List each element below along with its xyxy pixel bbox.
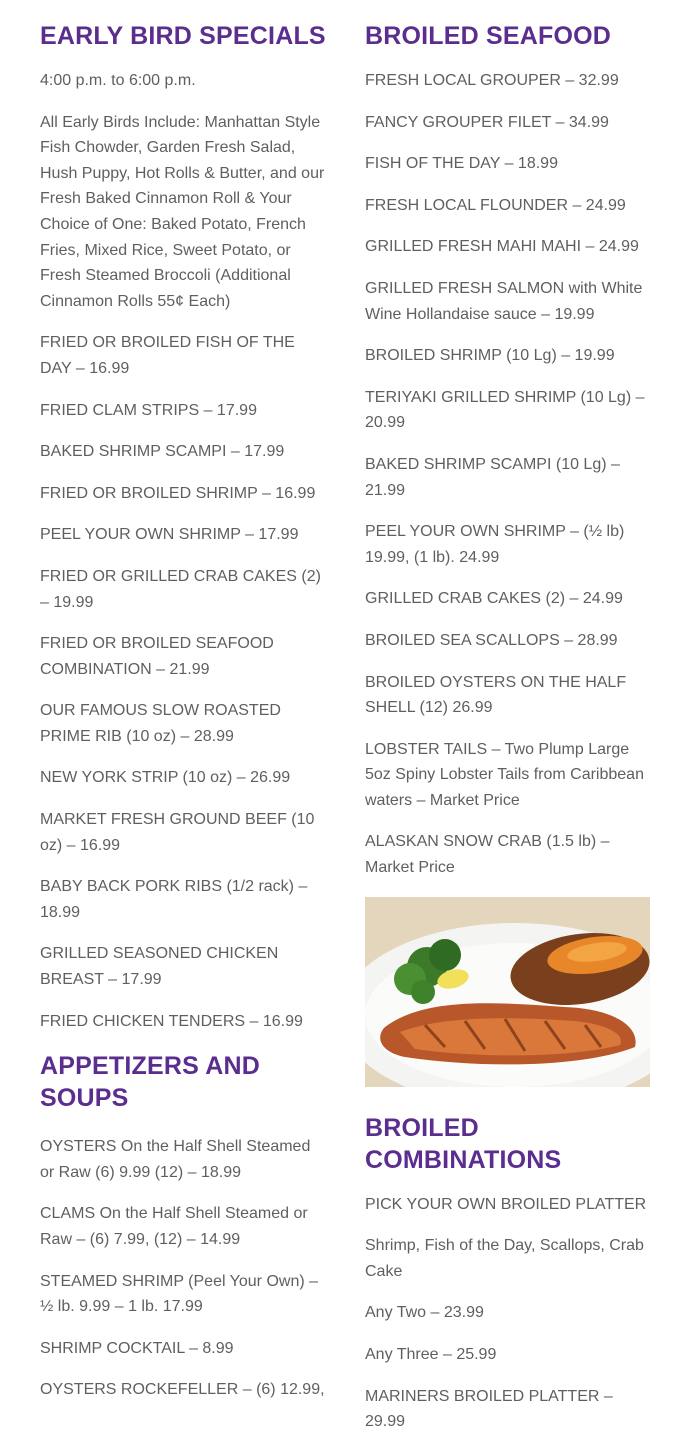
- menu-item: GRILLED CRAB CAKES (2) – 24.99: [365, 590, 623, 608]
- menu-item: FRESH LOCAL GROUPER – 32.99: [365, 72, 619, 89]
- menu-item: TERIYAKI GRILLED SHRIMP (10 Lg) – 20.99: [365, 388, 645, 432]
- menu-item: STEAMED SHRIMP (Peel Your Own) – ½ lb. 9.99 – 1 lb. 17.99: [40, 1272, 319, 1316]
- menu-item: OYSTERS ROCKEFELLER – (6) 12.99,: [40, 1381, 325, 1399]
- early-bird-heading: EARLY BIRD SPECIALS: [40, 22, 326, 50]
- menu-item: FANCY GROUPER FILET – 34.99: [365, 113, 609, 131]
- menu-item: BAKED SHRIMP SCAMPI – 17.99: [40, 443, 285, 461]
- menu-item: FRIED OR BROILED FISH OF THE DAY – 16.99: [40, 334, 295, 377]
- menu-item: OUR FAMOUS SLOW ROASTED PRIME RIB (10 oz) – 28.99: [40, 702, 281, 745]
- menu-item: BROILED OYSTERS ON THE HALF SHELL (12) 26.99: [365, 673, 627, 717]
- menu-item: Shrimp, Fish of the Day, Scallops, Crab Cake: [365, 1237, 644, 1280]
- left-column: [40, 0, 328, 1403]
- menu-item: GRILLED FRESH SALMON with White Wine Hollandaise sauce – 19.99: [365, 279, 643, 323]
- menu-item: MARINERS BROILED PLATTER – 29.99: [365, 1387, 613, 1431]
- menu-item: FISH OF THE DAY – 18.99: [365, 155, 558, 173]
- right-column: [365, 0, 653, 1435]
- early-bird-description: All Early Birds Include: Manhattan Style Fish Chowder, Garden Fresh Salad, Hush Puppy, Hot Rolls & Butter, and our Fresh Baked Cinnamon Roll & Your Choice of One: Baked Potato, French Fries, Mixed Rice, Sweet Potato, or Fresh Steamed Broccoli (Additional Cinnamon Rolls 55¢ Each): [40, 113, 325, 310]
- menu-item: SHRIMP COCKTAIL – 8.99: [40, 1339, 234, 1357]
- menu-item: PEEL YOUR OWN SHRIMP – (½ lb) 19.99, (1 lb). 24.99: [365, 523, 625, 566]
- early-bird-hours: 4:00 p.m. to 6:00 p.m.: [40, 72, 196, 89]
- appetizers-heading: APPETIZERS AND SOUPS: [40, 1052, 260, 1113]
- menu-item: OYSTERS On the Half Shell Steamed or Raw (6) 9.99 (12) – 18.99: [40, 1138, 311, 1181]
- menu-item: GRILLED FRESH MAHI MAHI – 24.99: [365, 238, 639, 256]
- menu-item: BAKED SHRIMP SCAMPI (10 Lg) – 21.99: [365, 455, 620, 499]
- food-photo: [365, 897, 650, 1087]
- menu-item: Any Two – 23.99: [365, 1304, 484, 1322]
- menu-item: BROILED SEA SCALLOPS – 28.99: [365, 631, 618, 649]
- menu-item: FRESH LOCAL FLOUNDER – 24.99: [365, 196, 626, 214]
- menu-item: FRIED CHICKEN TENDERS – 16.99: [40, 1012, 303, 1030]
- menu-item: LOBSTER TAILS – Two Plump Large 5oz Spiny Lobster Tails from Caribbean waters – Market Price: [365, 740, 644, 809]
- menu-item: CLAMS On the Half Shell Steamed or Raw – (6) 7.99, (12) – 14.99: [40, 1205, 308, 1248]
- menu-item: PEEL YOUR OWN SHRIMP – 17.99: [40, 526, 299, 544]
- menu-item: Any Three – 25.99: [365, 1346, 497, 1364]
- menu-item: GRILLED SEASONED CHICKEN BREAST – 17.99: [40, 945, 279, 989]
- plate-illustration: [365, 897, 650, 1087]
- menu-item: BROILED SHRIMP (10 Lg) – 19.99: [365, 347, 615, 365]
- menu-item: FRIED CLAM STRIPS – 17.99: [40, 401, 257, 419]
- menu-item: FRIED OR BROILED SEAFOOD COMBINATION – 21.99: [40, 635, 274, 678]
- menu-item: PICK YOUR OWN BROILED PLATTER: [365, 1195, 647, 1213]
- menu-item: FRIED OR BROILED SHRIMP – 16.99: [40, 484, 316, 502]
- menu-item: NEW YORK STRIP (10 oz) – 26.99: [40, 769, 291, 787]
- menu-item: MARKET FRESH GROUND BEEF (10 oz) – 16.99: [40, 811, 315, 854]
- menu-item: BABY BACK PORK RIBS (1/2 rack) – 18.99: [40, 878, 308, 921]
- menu-item: FRIED OR GRILLED CRAB CAKES (2) – 19.99: [40, 567, 321, 611]
- menu-item: ALASKAN SNOW CRAB (1.5 lb) – Market Price: [365, 833, 610, 877]
- broiled-combinations-heading: BROILED COMBINATIONS: [365, 1113, 562, 1174]
- broiled-seafood-heading: BROILED SEAFOOD: [365, 22, 612, 50]
